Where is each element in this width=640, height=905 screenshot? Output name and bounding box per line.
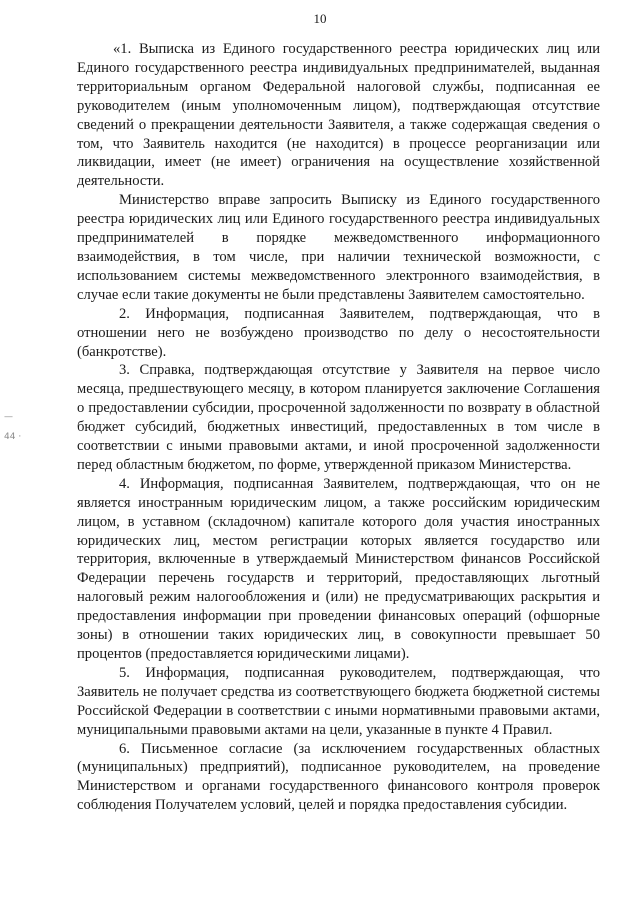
paragraph-4-foreign-entity-info: 4. Информация, подписанная Заявителем, подтверждающая, что он не является иностранным юридическим лицом, а также российским юридическим лицом, в уставном (складочном) капитале которого доля участия иностранных юридических лиц, местом регистрации которых является государство или территория, включенные в утверждаемый Министерством финансов Российской Федерации перечень государств и территорий, предоставляющих льготный налоговый режим налогообложения и (или) не предусматривающих раскрытия и предоставления информации при проведении финансовых операций (офшорные зоны) в отношении таких юридических лиц, в совокупности превышает 50 процентов (предоставляется юридическими лицами). (77, 475, 600, 662)
margin-scan-mark: 44 ⋅ (4, 432, 22, 442)
paragraph-3-debt-certificate: 3. Справка, подтверждающая отсутствие у Заявителя на первое число месяца, предшествующего месяцу, в котором планируется заключение Соглашения о предоставлении субсидии, просроченной задолженности по возврату в областной бюджет субсидий, бюджетных инвестиций, предоставленных в том числе в соответствии с иными правовыми актами, и иной просроченной задолженности перед областным бюджетом, по форме, утвержденной приказом Министерства. (77, 362, 600, 473)
paragraph-ministry-request: Министерство вправе запросить Выписку из Единого государственного реестра юридических лиц или Единого государственного реестра индивидуальных предпринимателей в порядке межведомственного информационного взаимодействия, в том числе, при наличии технической возможности, с использованием системы межведомственного электронного взаимодействия, в случае если такие документы не были представлены Заявителем самостоятельно. (77, 192, 600, 303)
paragraph-2-bankruptcy-info: 2. Информация, подписанная Заявителем, подтверждающая, что в отношении него не возбуждено производство по делу о несостоятельности (банкротстве). (77, 305, 600, 360)
paragraph-5-no-other-funds-info: 5. Информация, подписанная руководителем, подтверждающая, что Заявитель не получает средства из соответствующего бюджета бюджетной системы Российской Федерации в соответствии с иными нормативными правовыми актами, муниципальными правовыми актами на цели, указанные в пункте 4 Правил. (77, 664, 600, 738)
page-number: 10 (313, 11, 327, 26)
paragraph-6-written-consent: 6. Письменное согласие (за исключением государственных областных (муниципальных) предприятий), подписанное руководителем, на проведение Министерством и органами государственного финансового контроля проверок соблюдения Получателем условий, целей и порядка предоставления субсидии. (77, 740, 600, 814)
margin-scan-mark: — (4, 412, 13, 422)
paragraph-1-egrul-extract: «1. Выписка из Единого государственного реестра юридических лиц или Единого государственного реестра индивидуальных предпринимателей, выданная территориальным органом Федеральной налоговой службы, подписанная ее руководителем (иным уполномоченным лицом), подтверждающая отсутствие сведений о прекращении деятельности Заявителя, а также содержащая сведения о том, что Заявитель находится (не находится) в процессе реорганизации или ликвидации, имеет (не имеет) ограничения на осуществление хозяйственной деятельности. (77, 41, 600, 190)
document-body (77, 40, 600, 815)
